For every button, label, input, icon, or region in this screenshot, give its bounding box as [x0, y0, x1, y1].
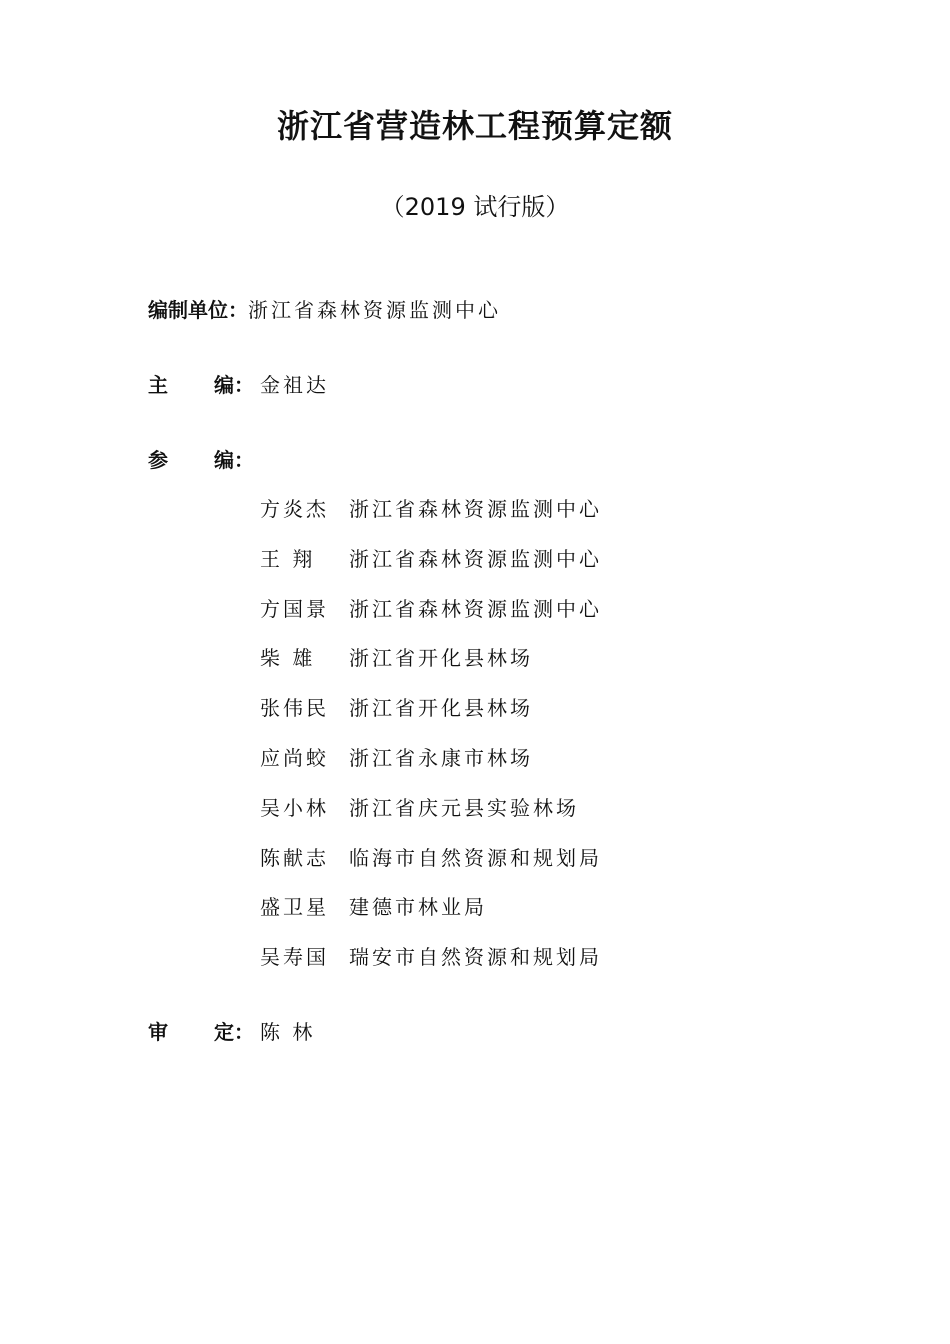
member-name: 应尚蛟 — [260, 745, 329, 770]
list-item — [260, 545, 602, 595]
list-item — [260, 943, 602, 993]
co-editors-list — [260, 495, 602, 993]
compiler-value: 浙江省森林资源监测中心 — [248, 298, 501, 322]
list-item — [260, 644, 602, 694]
co-editors-field — [148, 446, 260, 474]
member-name: 张伟民 — [260, 696, 329, 721]
member-org: 浙江省森林资源监测中心 — [349, 497, 602, 521]
member-org: 瑞安市自然资源和规划局 — [349, 945, 602, 970]
member-name: 吴寿国 — [260, 945, 329, 970]
list-item — [260, 694, 602, 744]
member-name: 陈献志 — [260, 845, 329, 870]
chief-editor-field — [148, 371, 329, 399]
member-org: 浙江省永康市林场 — [349, 745, 533, 770]
list-item — [260, 844, 602, 894]
member-org: 建德市林业局 — [349, 895, 487, 920]
document-title: 浙江省营造林工程预算定额 — [276, 107, 673, 145]
member-name: 方国景 — [260, 596, 329, 621]
member-name: 王 翔 — [260, 546, 316, 571]
member-org: 临海市自然资源和规划局 — [349, 845, 602, 870]
member-name: 柴 雄 — [260, 646, 316, 671]
member-org: 浙江省开化县林场 — [349, 696, 533, 721]
member-name: 盛卫星 — [260, 895, 329, 920]
reviewer-field — [148, 1018, 315, 1046]
list-item — [260, 794, 602, 844]
compiler-field — [148, 296, 501, 324]
member-name: 方炎杰 — [260, 497, 329, 521]
member-org: 浙江省森林资源监测中心 — [349, 596, 602, 621]
member-org: 浙江省庆元县实验林场 — [349, 795, 579, 820]
reviewer-value: 陈 林 — [260, 1020, 316, 1044]
list-item — [260, 595, 602, 645]
document-subtitle: （2019 试行版） — [380, 193, 570, 221]
member-name: 吴小林 — [260, 795, 329, 820]
chief-editor-value: 金祖达 — [260, 373, 329, 397]
reviewer-label: 审 定： — [148, 1020, 254, 1044]
member-org: 浙江省森林资源监测中心 — [349, 546, 602, 571]
chief-editor-label: 主 编： — [148, 373, 254, 397]
co-editors-label: 参 编： — [148, 448, 254, 472]
list-item — [260, 893, 602, 943]
member-org: 浙江省开化县林场 — [349, 646, 533, 671]
compiler-label: 编制单位： — [148, 298, 248, 322]
list-item — [260, 744, 602, 794]
list-item — [260, 495, 602, 545]
